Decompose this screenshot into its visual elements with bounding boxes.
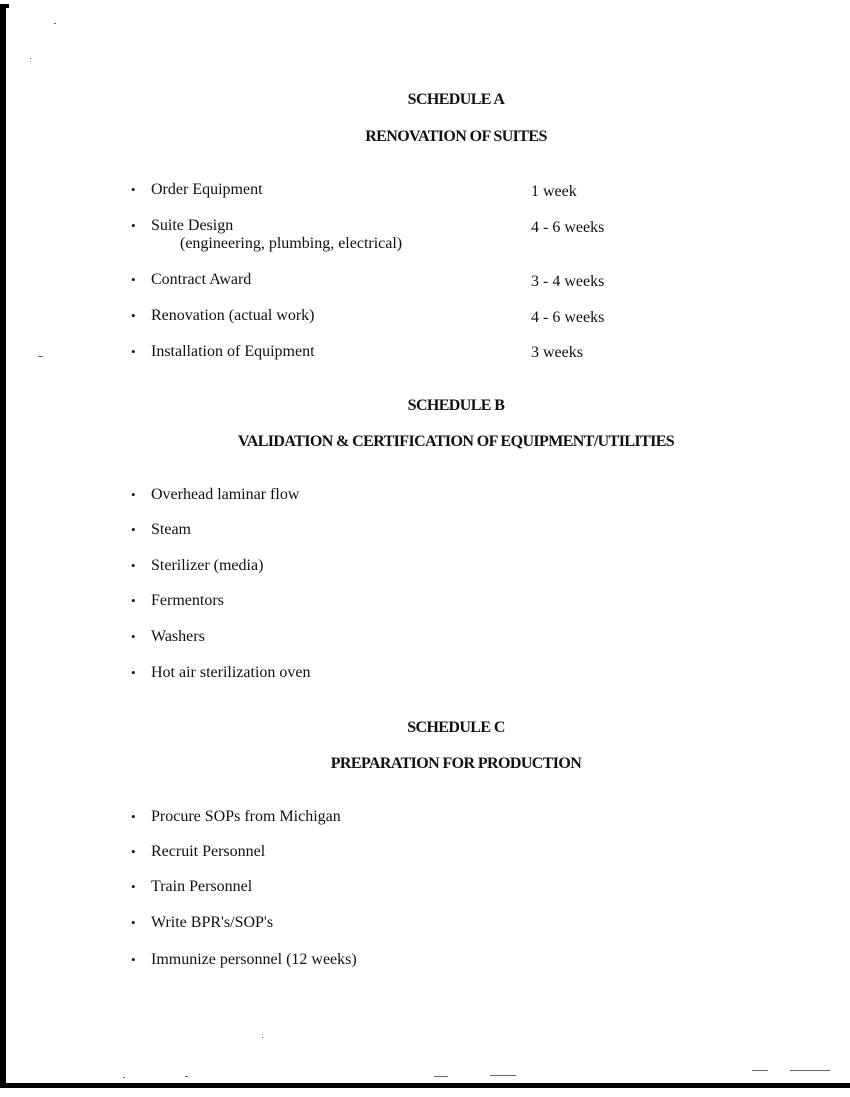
item-label: Recruit Personnel xyxy=(151,843,266,860)
scan-speck xyxy=(185,1076,188,1077)
list-item xyxy=(131,878,252,896)
bullet-icon: • xyxy=(131,593,136,608)
item-duration: 3 weeks xyxy=(531,344,583,361)
page-border-left xyxy=(0,8,6,1088)
scan-speck xyxy=(434,1076,448,1077)
schedule-c-heading: SCHEDULE C xyxy=(407,719,505,736)
item-label: Washers xyxy=(151,628,205,645)
bullet-icon: • xyxy=(131,182,136,197)
schedule-b-heading: SCHEDULE B xyxy=(407,397,505,414)
bullet-icon: • xyxy=(131,879,136,894)
list-item xyxy=(131,592,224,610)
list-item xyxy=(131,486,299,504)
bullet-icon: • xyxy=(131,844,136,859)
list-item xyxy=(131,521,191,539)
list-item xyxy=(131,914,273,932)
item-label: Steam xyxy=(151,521,191,538)
bullet-icon: • xyxy=(131,665,136,680)
scan-speck xyxy=(790,1070,830,1071)
item-label: Procure SOPs from Michigan xyxy=(151,808,341,825)
schedule-b-title: VALIDATION & CERTIFICATION OF EQUIPMENT/UTILITIES xyxy=(237,433,675,450)
bullet-icon: • xyxy=(131,218,136,233)
item-label: Suite Design xyxy=(151,217,234,234)
item-label: Overhead laminar flow xyxy=(151,486,300,503)
bullet-icon: • xyxy=(131,344,136,359)
item-duration: 4 - 6 weeks xyxy=(531,309,605,326)
schedule-a-title: RENOVATION OF SUITES xyxy=(365,128,547,145)
schedule-c-title: PREPARATION FOR PRODUCTION xyxy=(330,755,582,772)
item-label: Sterilizer (media) xyxy=(151,557,264,574)
scan-speck xyxy=(490,1075,516,1076)
item-label: Order Equipment xyxy=(151,181,263,198)
list-item xyxy=(131,217,402,253)
list-item xyxy=(131,557,263,575)
bullet-icon: • xyxy=(131,809,136,824)
schedule-a-heading: SCHEDULE A xyxy=(407,91,505,108)
list-item xyxy=(131,664,311,682)
item-label: Train Personnel xyxy=(151,878,253,895)
item-duration: 3 - 4 weeks xyxy=(531,273,605,290)
item-label: Installation of Equipment xyxy=(151,343,315,360)
bullet-icon: • xyxy=(131,558,136,573)
bullet-icon: • xyxy=(131,272,136,287)
bullet-icon: • xyxy=(131,952,136,967)
bullet-icon: • xyxy=(131,308,136,323)
list-item xyxy=(131,808,341,826)
item-label: Contract Award xyxy=(151,271,252,288)
list-item xyxy=(131,343,315,361)
item-duration: 1 week xyxy=(531,183,577,200)
list-item xyxy=(131,271,251,289)
list-item xyxy=(131,181,263,199)
bullet-icon: • xyxy=(131,487,136,502)
list-item xyxy=(131,951,357,969)
item-label: Fermentors xyxy=(151,592,224,609)
list-item xyxy=(131,628,205,646)
item-label: Renovation (actual work) xyxy=(151,307,315,324)
bullet-icon: • xyxy=(131,915,136,930)
page-border-bottom xyxy=(0,1083,850,1088)
item-duration: 4 - 6 weeks xyxy=(531,219,605,236)
list-item xyxy=(131,307,315,325)
scan-speck xyxy=(30,58,31,59)
scan-speck xyxy=(38,356,43,357)
bullet-icon: • xyxy=(131,629,136,644)
bullet-icon: • xyxy=(131,522,136,537)
item-sublabel: (engineering, plumbing, electrical) xyxy=(180,235,403,252)
scan-speck xyxy=(262,1037,263,1038)
scan-speck xyxy=(752,1070,768,1071)
scan-speck xyxy=(54,23,56,24)
item-label: Write BPR's/SOP's xyxy=(151,914,274,931)
scan-speck xyxy=(123,1077,125,1078)
list-item xyxy=(131,843,265,861)
item-label: Immunize personnel (12 weeks) xyxy=(151,951,357,968)
item-label: Hot air sterilization oven xyxy=(151,664,311,681)
